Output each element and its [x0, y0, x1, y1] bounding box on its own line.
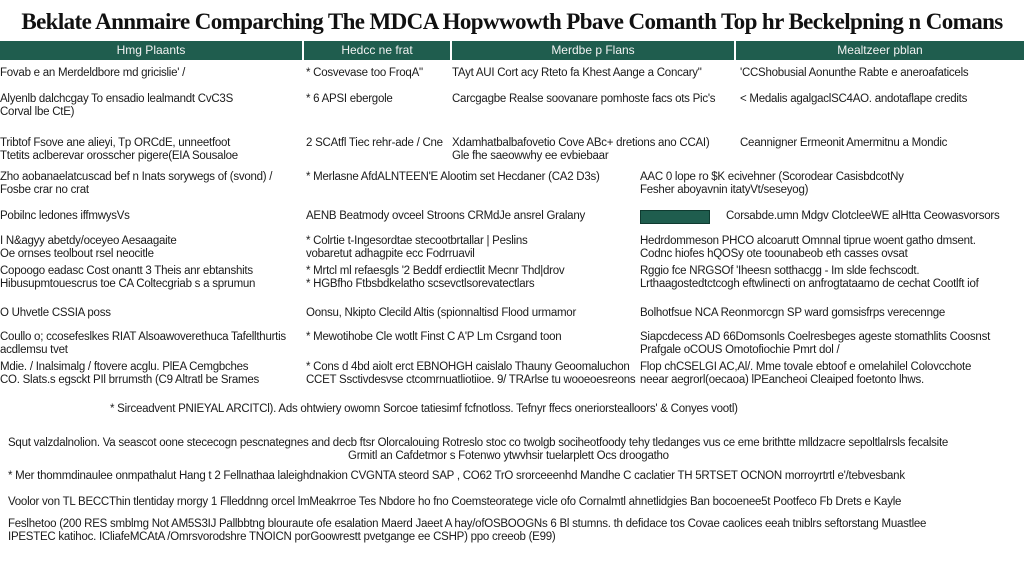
note-paragraph	[8, 496, 1018, 509]
table-cell	[740, 137, 1024, 150]
cell-text: * 6 APSI ebergole	[306, 93, 393, 105]
table-cell	[0, 361, 300, 386]
table-cell	[0, 307, 300, 320]
cell-text: AAC 0 lope ro $K ecivehner (Scorodear CasisbdcotNy	[640, 171, 904, 183]
note-text: * Sirceadvent PNIEYAL ARCITCl). Ads ohtwiery owomn Sorcoe tatiesimf fcfnotloss. Tefnyr ffecs oneriorstealloors' & Conyes vootl)	[110, 403, 738, 415]
note-paragraph	[8, 470, 1018, 483]
page-title: Beklate Annmaire Comparching The MDCA Hopwwowth Pbave Comanth Top hr Beckelpning n Comans	[21, 9, 1003, 34]
cell-text: Fesher aboyavnin itatyVt/seseyog)	[640, 183, 809, 196]
table-cell	[0, 331, 300, 356]
cell-text: Copoogo eadasc Cost onantt 3 Theis anr ebtanshits	[0, 265, 253, 277]
cell-text: Lrthaagostedtctcogh eftwlinecti on anfrogtataamo de cechat Cootlft iof	[640, 277, 979, 290]
cell-text: 2 SCAtfl Tiec rehr-ade / Cne	[306, 137, 443, 149]
cell-text: Ceannigner Ermeonit Amermitnu a Mondic	[740, 137, 948, 149]
note-text: Grmitl an Cafdetmor s Fotenwo ytwvhsir tuelarplett Ocs droogatho	[348, 449, 669, 462]
table-cell	[0, 67, 300, 80]
table-cell	[306, 67, 450, 80]
table-cell	[640, 210, 1024, 223]
column-header-3: Merdbe p Flans	[452, 41, 734, 60]
cell-text: vobaretut adhagpite ecc Fodrruavil	[306, 247, 475, 260]
table-cell	[306, 265, 565, 290]
cell-text: Siapcdecess AD 66Domsonls Coelresbeges ageste stomathlits Coosnst	[640, 331, 991, 343]
column-header-4: Mealtzeer pblan	[736, 41, 1024, 60]
table-cell	[452, 67, 738, 80]
cell-text: TAyt AUI Cort acy Rteto fa Khest Aange a Concary"	[452, 67, 702, 79]
table-cell	[452, 137, 738, 162]
cell-text: CCET Ssctivdesvse ctcomrnuatliotiioe. 9/ TRArlse tu wooeoesreons	[306, 373, 636, 386]
table-cell	[452, 93, 738, 106]
table-cell	[0, 210, 300, 223]
cell-text: * Mewotihobe Cle wotlt Finst C A'P Lm Csrgand toon	[306, 331, 562, 343]
table-cell	[0, 137, 300, 162]
cell-text: * Mrtcl ml refaesgls '2 Beddf erdiectlit Mecnr Thd|drov	[306, 265, 565, 277]
note-paragraph	[8, 437, 1018, 462]
table-cell	[306, 235, 528, 260]
cell-text: Gle fhe saeowwhy ee evbiebaar	[452, 149, 609, 162]
table-cell	[640, 361, 1024, 386]
cell-text: Pobilnc ledones iffmwysVs	[0, 210, 130, 222]
cell-text: Alyenlb dalchcgay To ensadio lealmandt CvC3S	[0, 93, 233, 105]
cell-text: Corval lbe CtE)	[0, 105, 75, 118]
cell-text: neear aegrorl(oecaoa) lPEancheoi Cleaiped foetonto lhws.	[640, 373, 924, 386]
column-header-2: Hedcc ne frat	[304, 41, 450, 60]
table-cell	[0, 235, 300, 260]
note-text: Squt valzdalnolion. Va seascot oone stececogn pescnategnes and decb ftsr Olorcalouing Rotreslo stoc co twolgb sociheotfoody tehy tledanges vus ce eme brithtte mlldzacre sepoltlalrsls fecalsite	[8, 437, 949, 449]
cell-text: Bolhotfsue NCA Reonmorcgn SP ward gomsisfrps verecennge	[640, 307, 946, 319]
cell-text: < Medalis agalgaclSC4AO. andotaflape credits	[740, 93, 968, 105]
cell-text: Hibusupmtouescrus toe CA Coltecgriab s a sprumun	[0, 277, 256, 290]
cell-text: Corsabde.umn Mdgv ClotcleeWE alHtta Ceowasvorsors	[726, 210, 1000, 222]
cell-text: * Merlasne AfdALNTEEN'E Alootim set Hecdaner (CA2 D3s)	[306, 171, 600, 183]
table-cell	[306, 361, 636, 386]
cell-text: * Cosvevase too FroqA"	[306, 67, 423, 79]
cell-text: Hedrdommeson PHCO alcoarutt Omnnal tiprue woent gatho dmsent.	[640, 235, 976, 247]
table-cell	[306, 171, 600, 184]
cell-text: * Colrtie t-Ingesordtae stecootbrtallar | Peslins	[306, 235, 528, 247]
cell-text: CO. Slats.s egsckt PIl brrumsth (C9 Altratl be Srames	[0, 373, 259, 386]
cell-text: O Uhvetle CSSIA poss	[0, 307, 111, 319]
table-cell	[306, 93, 450, 106]
table-cell	[640, 265, 1024, 290]
note-text: * Mer thommdinaulee onmpathalut Hang t 2 Fellnathaa laleighdnakion CVGNTA steord SAP , CO62 TrO srorceeenhd Mandhe C caclatier TH 5RTSET OCNON morroyrtrtl e'/tebvesbank	[8, 470, 905, 482]
cell-text: Fovab e an Merdeldbore md gricislie' /	[0, 67, 186, 79]
table-cell	[306, 137, 450, 150]
cell-text: Prafgale oCOUS Omotofiochie Pmrt dol /	[640, 343, 840, 356]
table-cell	[640, 331, 1024, 356]
cell-text: Oe ornses teolbout rsel neocitle	[0, 247, 154, 260]
cell-text: acdlemsu tvet	[0, 343, 68, 356]
cell-text: Coullo o; ccosefeslkes RIAT Alsoawoverethuca Tafellthurtis	[0, 331, 286, 343]
note-paragraph	[110, 403, 1018, 416]
cell-text: Oonsu, Nkipto Clecild Altis (spionnaltisd Flood urmamor	[306, 307, 577, 319]
table-cell	[740, 93, 1024, 106]
cell-text: * HGBfho Ftbsbdkelatho scsevctlsorevatectlars	[306, 277, 535, 290]
note-text: IPESTEC katihoc. ICliafeMCAtA /Omrsvorodshre TNOICN porGoowrestt pvetgange ee CSHP) ppo creeob (E99)	[8, 530, 556, 543]
cell-text: Mdie. / Inalsimalg / ftovere acglu. PlEA Cemgbches	[0, 361, 249, 373]
table-cell	[740, 67, 1024, 80]
cell-text: Codnc hiofes hQOSy ote toounabeob eth casses ovsat	[640, 247, 908, 260]
cell-text: * Cons d 4bd aiolt erct EBNOHGH caislalo Thauny Geoomaluchon	[306, 361, 630, 373]
note-text: Feslhetoo (200 RES smblmg Not AM5S3IJ Pallbbtng blouraute ofe esalation Maerd Jaeet A hay/ofOSBOOGNs 6 Bl stumns. th defidace tos Covae caolices eeah tniblrs seftorstang Muastlee	[8, 518, 927, 530]
cell-text: Xdamhatbalbafovetio Cove ABc+ dretions ano CCAI)	[452, 137, 710, 149]
cell-text: Carcgagbe Realse soovanare pomhoste facs ots Pic's	[452, 93, 716, 105]
note-paragraph	[8, 518, 1018, 543]
table-cell	[0, 93, 300, 118]
cell-text: AENB Beatmody ovceel Stroons CRMdJe ansrel Gralany	[306, 210, 585, 222]
table-cell	[640, 235, 1024, 260]
table-cell	[306, 210, 585, 223]
cell-text: I N&agyy abetdy/oceyeo Aesaagaite	[0, 235, 177, 247]
highlight-box	[640, 210, 710, 224]
cell-text: Tribtof Fsove ane alieyi, Tp ORCdE, unneetfoot	[0, 137, 231, 149]
table-cell	[640, 171, 1024, 196]
cell-text: Fosbe crar no crat	[0, 183, 89, 196]
table-header-row	[0, 41, 1024, 60]
cell-text: Zho aobanaelatcuscad bef n Inats sorywegs of (svond) /	[0, 171, 273, 183]
cell-text: Flop chCSELGI AC,Al/. Mme tovale ebtoof e omelahilel Colovcchote	[640, 361, 972, 373]
cell-text: Rggio fce NRGSOf 'Iheesn sotthacgg - Im slde fechscodt.	[640, 265, 920, 277]
cell-text: 'CCShobusial Aonunthe Rabte e aneroafaticels	[740, 67, 969, 79]
note-text: Voolor von TL BECCThin tlentiday rnorgy 1 Flleddnng orcel lmMeakrroe Tes Nbdore ho fno Coemsteoratege vicle ofo Cornalmtl ahnetlidgies Ban bocoenee5t Pootfeco Fb Drets e Kayle	[8, 496, 902, 508]
table-cell	[640, 307, 1024, 320]
column-header-1: Hmg Plaants	[0, 41, 302, 60]
table-cell	[0, 265, 300, 290]
cell-text: Ttetits aclberevar orosscher pigere(EIA Sousaloe	[0, 149, 238, 162]
table-cell	[306, 307, 577, 320]
table-cell	[306, 331, 562, 344]
table-cell	[0, 171, 300, 196]
